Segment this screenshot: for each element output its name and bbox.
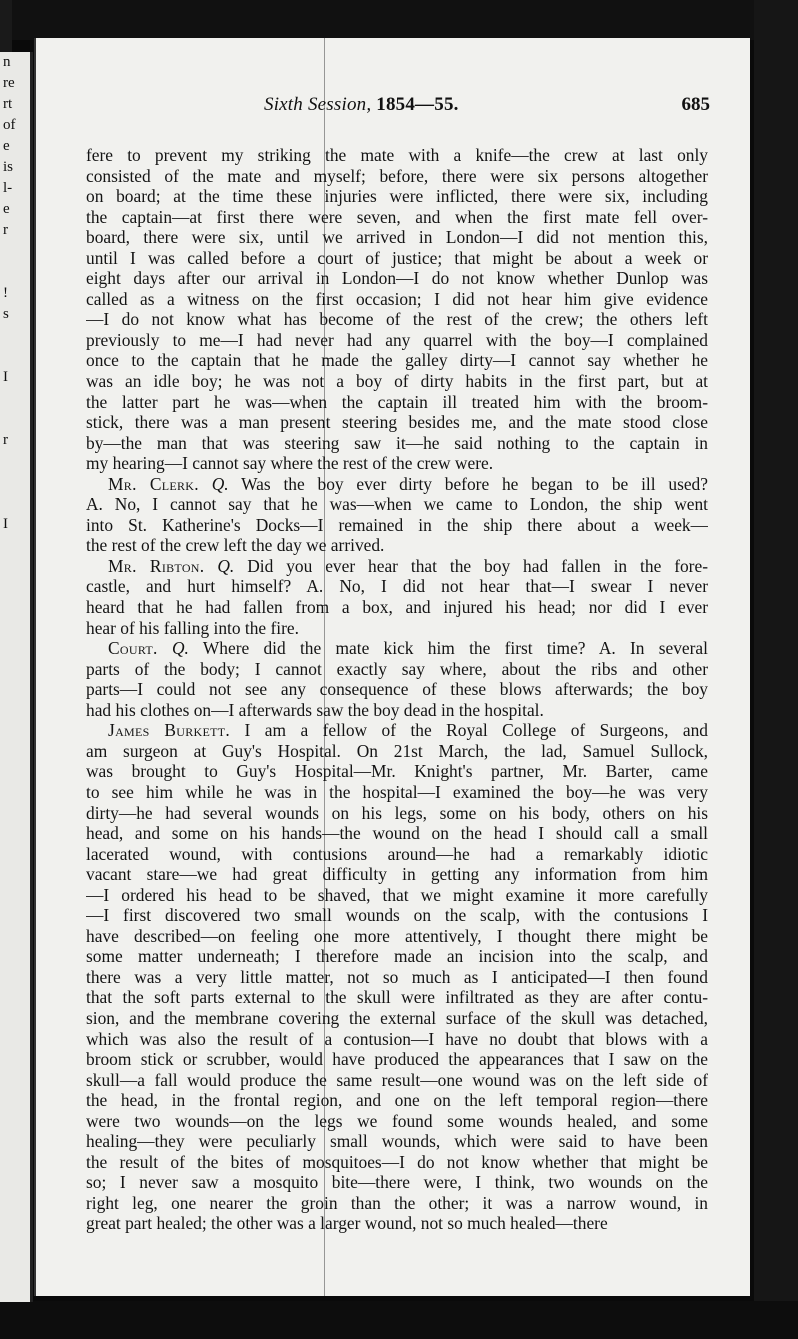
text-line: A. No, I cannot say that he was—when we came to London, the ship went [86, 494, 708, 515]
text-line: previously to me—I had never had any quarrel with the boy—I complained [86, 329, 708, 350]
text-line: my hearing—I cannot say where the rest of the crew were. [86, 453, 494, 474]
text-line: once to the captain that he made the galley dirty—I cannot say whether he [86, 350, 708, 371]
text-line: the latter part he was—when the captain ill treated him with the broom- [86, 391, 708, 412]
text-line: consisted of the mate and myself; before, there were six persons altogether [86, 165, 708, 186]
paragraph [86, 720, 708, 1234]
text-line: am surgeon at Guy's Hospital. On 21st March, the lad, Samuel Sullock, [86, 740, 708, 761]
text-line [86, 474, 708, 495]
paragraph [86, 638, 708, 720]
scan-frame-right [754, 0, 798, 1339]
previous-page-fragment: e [3, 201, 10, 217]
scan-frame-top [0, 0, 798, 40]
text-line [86, 720, 708, 741]
session-title: Sixth Session, [264, 94, 372, 115]
text-line: broom stick or scrubber, would have produced the appearances that I saw on the [86, 1049, 708, 1070]
paragraph [86, 145, 708, 474]
text-line: the head, in the frontal region, and one on the left temporal region—there [86, 1090, 708, 1111]
text-line: healing—they were peculiarly small wounds, which were said to have been [86, 1131, 708, 1152]
page-number: 685 [681, 94, 710, 115]
text-line: right leg, one nearer the groin than the other; it was a narrow wound, in [86, 1192, 708, 1213]
previous-page-fragment: is [3, 159, 14, 175]
running-title [264, 94, 459, 116]
text-line: there was a very little matter, not so much as I anticipated—I then found [86, 966, 708, 987]
question-marker: Q. [171, 638, 189, 659]
previous-page-fragment: rt [3, 96, 13, 112]
text-line: sion, and the membrane covering the external surface of the skull was detached, [86, 1007, 708, 1028]
text-line: was an idle boy; he was not a boy of dirty habits in the first part, but at [86, 371, 708, 392]
text-line: to see him while he was in the hospital—I examined the boy—he was very [86, 781, 708, 802]
line-text: I am a fellow of the Royal College of Surgeons, and [244, 720, 708, 741]
previous-page-edge [0, 52, 33, 1302]
previous-page-fragment: I [3, 369, 8, 385]
question-marker: Q. [211, 473, 229, 494]
text-line: skull—a fall would produce the same result—one wound was on the left side of [86, 1069, 708, 1090]
previous-page-fragment [0, 241, 30, 262]
previous-page-fragment: l- [3, 180, 13, 196]
previous-page-fragment [0, 346, 30, 367]
previous-page-fragment: e [3, 138, 10, 154]
page-header [34, 94, 750, 122]
line-text: Did you ever hear that the boy had fallen in the fore- [247, 555, 708, 576]
text-line: until I was called before a court of justice; that might be about a week or [86, 247, 708, 268]
scan-frame-bottom [0, 1301, 798, 1339]
text-line: parts of the body; I cannot exactly say where, about the ribs and other [86, 658, 708, 679]
text-line: great part healed; the other was a larger wound, not so much healed—there [86, 1213, 608, 1234]
text-line: stick, there was a man present steering besides me, and the mate stood close [86, 412, 708, 433]
text-line: have described—on feeling one more attentively, I thought there might be [86, 925, 708, 946]
previous-page-fragment: of [3, 117, 16, 133]
text-line: —I ordered his head to be shaved, that we might examine it more carefully [86, 884, 708, 905]
text-line: by—the man that was steering saw it—he said nothing to the captain in [86, 432, 708, 453]
text-line: so; I never saw a mosquito bite—there were, I think, two wounds on the [86, 1172, 708, 1193]
text-line: hear of his falling into the fire. [86, 617, 299, 638]
text-line: called as a witness on the first occasion; I did not hear him give evidence [86, 288, 708, 309]
text-line: into St. Katherine's Docks—I remained in the ship there about a week— [86, 514, 708, 535]
speaker-name: Court. [108, 638, 158, 659]
previous-page-fragment [0, 451, 30, 472]
text-line: the rest of the crew left the day we arrived. [86, 535, 385, 556]
previous-page-fragment: n [3, 54, 11, 70]
text-line: the captain—at first there were seven, and when the first mate fell over- [86, 206, 708, 227]
text-line: head, and some on his hands—the wound on the head I should call a small [86, 823, 708, 844]
previous-page-fragment: I [3, 516, 8, 532]
text-line: some matter underneath; I therefore made an incision into the scalp, and [86, 946, 708, 967]
text-line: which was also the result of a contusion—I have no doubt that blows with a [86, 1028, 708, 1049]
text-line: board, there were six, until we arrived in London—I did not mention this, [86, 227, 708, 248]
text-line: castle, and hurt himself? A. No, I did not hear that—I swear I never [86, 576, 708, 597]
text-line [86, 638, 708, 659]
text-line: parts—I could not see any consequence of these blows afterwards; the boy [86, 679, 708, 700]
text-line: dirty—he had several wounds on his legs, some on his body, others on his [86, 802, 708, 823]
book-page [34, 38, 750, 1296]
previous-page-fragment: re [3, 75, 15, 91]
previous-page-fragment [0, 262, 30, 283]
previous-page-fragment: ! [3, 285, 8, 301]
text-line: that the soft parts external to the skull were infiltrated as they are after contu- [86, 987, 708, 1008]
text-line: —I first discovered two small wounds on the scalp, with the contusions I [86, 905, 708, 926]
line-text: Where did the mate kick him the first time? A. In several [202, 638, 708, 659]
text-line: eight days after our arrival in London—I do not know whether Dunlop was [86, 268, 708, 289]
text-line: fere to prevent my striking the mate with a knife—the crew at last only [86, 145, 708, 165]
previous-page-fragment [0, 388, 30, 409]
text-line: vacant stare—we had great difficulty in getting any information from him [86, 864, 708, 885]
previous-page-fragment [0, 493, 30, 514]
text-line: on board; at the time these injuries were inflicted, there were six, including [86, 186, 708, 207]
line-text: Was the boy ever dirty before he began to be ill used? [241, 473, 708, 494]
previous-page-fragment [0, 409, 30, 430]
speaker-name: James Burkett. [108, 720, 231, 741]
speaker-name: Mr. Ribton. [108, 555, 205, 576]
text-line: were two wounds—on the legs we found some wounds healed, and some [86, 1110, 708, 1131]
text-line: heard that he had fallen from a box, and injured his head; nor did I ever [86, 597, 708, 618]
speaker-name: Mr. Clerk. [108, 473, 199, 494]
previous-page-fragment: s [3, 306, 9, 322]
previous-page-fragment: r [3, 222, 8, 238]
paragraph [86, 474, 708, 556]
page-body [86, 145, 708, 1234]
previous-page-fragment: r [3, 432, 8, 448]
text-line: the result of the bites of mosquitoes—I do not know whether that might be [86, 1151, 708, 1172]
previous-page-fragment [0, 472, 30, 493]
text-line: had his clothes on—I afterwards saw the boy dead in the hospital. [86, 699, 544, 720]
paragraph [86, 556, 708, 638]
session-years: 1854—55. [376, 94, 459, 115]
text-line: lacerated wound, with contusions around—he had a remarkably idiotic [86, 843, 708, 864]
text-line [86, 556, 708, 577]
previous-page-fragment [0, 325, 30, 346]
text-line: —I do not know what has become of the rest of the crew; the others left [86, 309, 708, 330]
question-marker: Q. [217, 555, 235, 576]
text-line: was brought to Guy's Hospital—Mr. Knight's partner, Mr. Barter, came [86, 761, 708, 782]
